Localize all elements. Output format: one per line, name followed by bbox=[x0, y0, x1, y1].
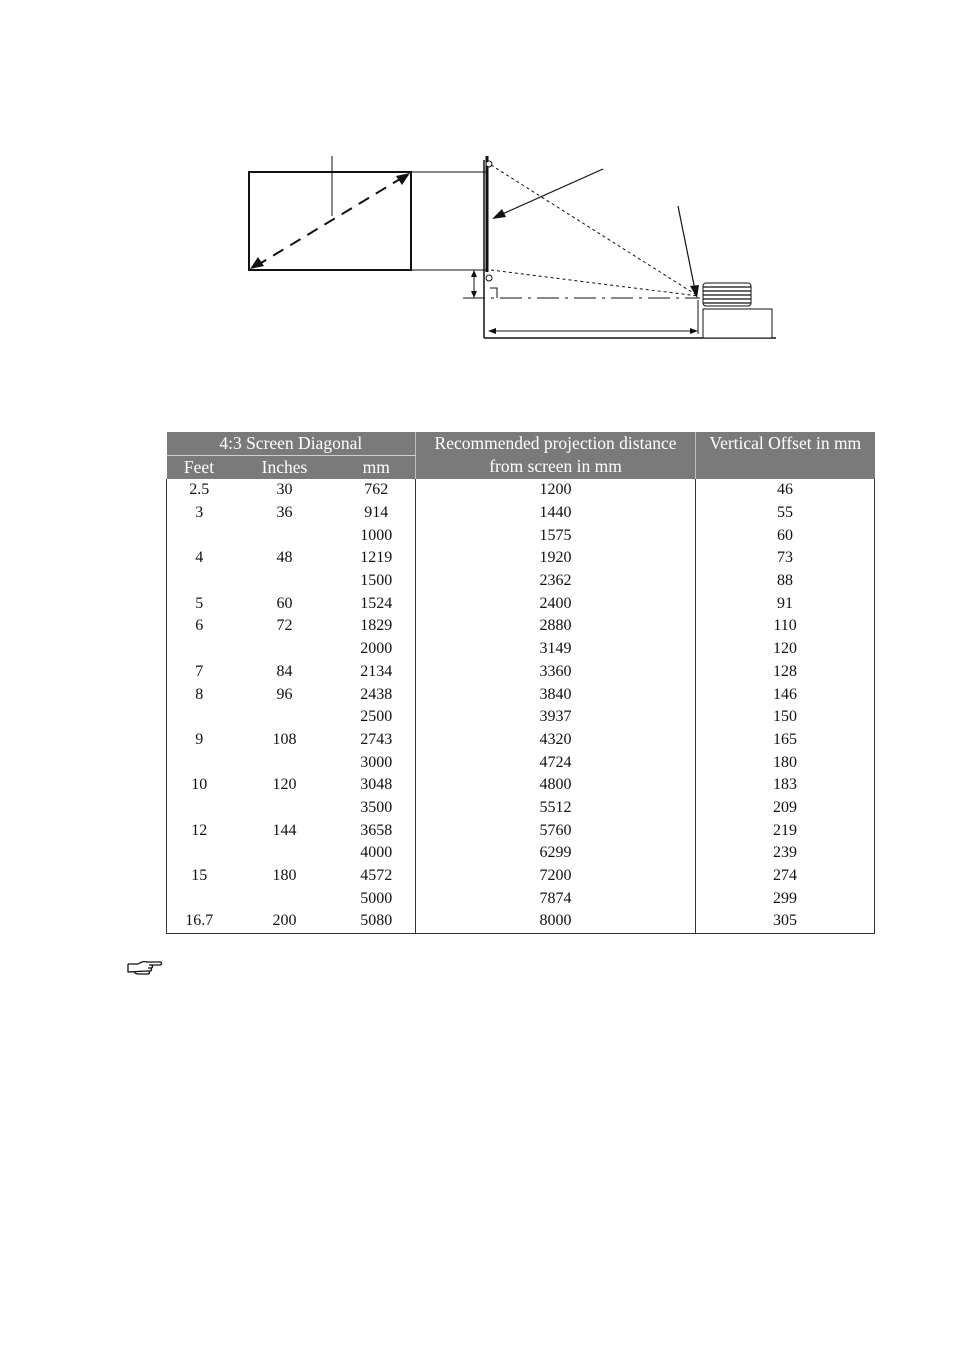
offset-header: Vertical Offset in mm bbox=[696, 432, 875, 479]
table-row bbox=[167, 683, 875, 706]
inches-cell: 30 bbox=[276, 481, 293, 499]
offset-cell: 209 bbox=[696, 797, 875, 820]
distance-cell: 5512 bbox=[416, 797, 696, 820]
offset-cell: 55 bbox=[696, 502, 875, 525]
table-row bbox=[167, 865, 875, 888]
screen-top-marker bbox=[486, 161, 492, 167]
mm-cell: 2500 bbox=[360, 708, 393, 726]
feet-cell: 7 bbox=[167, 661, 232, 684]
pointing-hand-icon bbox=[125, 958, 165, 982]
beam-upper bbox=[491, 165, 698, 296]
offset-cell: 180 bbox=[696, 751, 875, 774]
inches-cell: 108 bbox=[272, 730, 297, 748]
offset-cell: 239 bbox=[696, 842, 875, 865]
feet-cell: 4 bbox=[167, 547, 232, 570]
projector-icon bbox=[703, 283, 751, 306]
offset-cell: 120 bbox=[696, 638, 875, 661]
mm-cell: 2134 bbox=[360, 662, 393, 680]
distance-cell: 3360 bbox=[416, 661, 696, 684]
mm-cell: 914 bbox=[364, 504, 389, 522]
distance-cell: 1575 bbox=[416, 524, 696, 547]
inches-cell bbox=[232, 842, 338, 865]
feet-cell bbox=[167, 638, 232, 661]
feet-cell bbox=[167, 797, 232, 820]
inches-cell: 72 bbox=[276, 617, 293, 635]
offset-cell: 110 bbox=[696, 615, 875, 638]
mm-cell: 1829 bbox=[360, 617, 393, 635]
feet-cell bbox=[167, 706, 232, 729]
table-row bbox=[167, 887, 875, 910]
feet-cell: 15 bbox=[167, 865, 232, 888]
offset-cell: 88 bbox=[696, 570, 875, 593]
offset-cell: 46 bbox=[696, 479, 875, 502]
distance-cell: 6299 bbox=[416, 842, 696, 865]
distance-cell: 1440 bbox=[416, 502, 696, 525]
inches-cell: 96 bbox=[276, 685, 293, 703]
distance-cell: 7200 bbox=[416, 865, 696, 888]
feet-cell: 2.5 bbox=[167, 479, 232, 502]
inches-cell bbox=[232, 524, 338, 547]
mm-cell: 2000 bbox=[360, 640, 393, 658]
distance-cell: 8000 bbox=[416, 910, 696, 933]
feet-cell: 3 bbox=[167, 502, 232, 525]
table-row bbox=[167, 592, 875, 615]
feet-cell: 16.7 bbox=[167, 910, 232, 933]
mm-cell: 4000 bbox=[360, 844, 393, 862]
offset-cell: 150 bbox=[696, 706, 875, 729]
feet-cell bbox=[167, 842, 232, 865]
projector-stand bbox=[703, 309, 772, 338]
distance-cell: 4320 bbox=[416, 729, 696, 752]
mm-cell: 3658 bbox=[360, 821, 393, 839]
feet-header: Feet bbox=[167, 456, 232, 480]
mm-cell: 3000 bbox=[360, 753, 393, 771]
inches-cell: 36 bbox=[276, 504, 293, 522]
distance-arrowhead-right bbox=[690, 328, 698, 334]
offset-arrowhead-bottom bbox=[471, 291, 477, 298]
offset-cell: 299 bbox=[696, 887, 875, 910]
inches-cell: 120 bbox=[272, 776, 297, 794]
distance-cell: 5760 bbox=[416, 819, 696, 842]
offset-cell: 305 bbox=[696, 910, 875, 933]
table-row bbox=[167, 615, 875, 638]
inches-cell: 48 bbox=[276, 549, 293, 567]
distance-cell: 3840 bbox=[416, 683, 696, 706]
table-row bbox=[167, 797, 875, 820]
distance-cell: 4724 bbox=[416, 751, 696, 774]
mm-cell: 4572 bbox=[360, 867, 393, 885]
feet-cell: 5 bbox=[167, 592, 232, 615]
distance-header: Recommended projection distance from screen in mm bbox=[416, 432, 696, 479]
table-row bbox=[167, 479, 875, 502]
lens-callout-arrow bbox=[678, 206, 695, 290]
offset-cell: 274 bbox=[696, 865, 875, 888]
feet-cell: 10 bbox=[167, 774, 232, 797]
offset-cell: 219 bbox=[696, 819, 875, 842]
feet-cell bbox=[167, 570, 232, 593]
table-row bbox=[167, 819, 875, 842]
feet-cell: 6 bbox=[167, 615, 232, 638]
mm-cell: 1524 bbox=[360, 594, 393, 612]
table-row bbox=[167, 774, 875, 797]
distance-cell: 3149 bbox=[416, 638, 696, 661]
beam-lower bbox=[491, 270, 698, 296]
distance-cell: 3937 bbox=[416, 706, 696, 729]
mm-cell: 1500 bbox=[360, 572, 393, 590]
feet-cell: 9 bbox=[167, 729, 232, 752]
distance-cell: 2362 bbox=[416, 570, 696, 593]
mm-cell: 1219 bbox=[360, 549, 393, 567]
table-row bbox=[167, 570, 875, 593]
inches-cell bbox=[232, 638, 338, 661]
distance-cell: 2400 bbox=[416, 592, 696, 615]
inches-cell: 60 bbox=[276, 594, 293, 612]
distance-arrowhead-left bbox=[488, 328, 496, 334]
feet-cell bbox=[167, 751, 232, 774]
screen-diagonal-arrow bbox=[256, 176, 405, 266]
feet-cell bbox=[167, 887, 232, 910]
inches-cell bbox=[232, 570, 338, 593]
diagonal-arrowhead-top bbox=[396, 173, 410, 185]
projection-table bbox=[166, 432, 875, 934]
inches-cell: 200 bbox=[232, 910, 338, 933]
inches-cell bbox=[232, 706, 338, 729]
mm-cell: 3048 bbox=[360, 776, 393, 794]
mm-cell: 5080 bbox=[338, 910, 416, 933]
offset-cell: 183 bbox=[696, 774, 875, 797]
offset-cell: 73 bbox=[696, 547, 875, 570]
offset-cell: 91 bbox=[696, 592, 875, 615]
offset-cell: 128 bbox=[696, 661, 875, 684]
offset-cell: 60 bbox=[696, 524, 875, 547]
distance-cell: 2880 bbox=[416, 615, 696, 638]
inches-cell bbox=[232, 797, 338, 820]
mm-cell: 2743 bbox=[360, 730, 393, 748]
offset-cell: 165 bbox=[696, 729, 875, 752]
inches-header: Inches bbox=[232, 456, 338, 480]
feet-cell: 8 bbox=[167, 683, 232, 706]
table-row bbox=[167, 524, 875, 547]
table-row bbox=[167, 729, 875, 752]
table-row bbox=[167, 910, 875, 933]
mm-cell: 3500 bbox=[360, 798, 393, 816]
table-row bbox=[167, 706, 875, 729]
mm-header: mm bbox=[338, 456, 416, 480]
table-row bbox=[167, 751, 875, 774]
distance-cell: 1920 bbox=[416, 547, 696, 570]
table-row bbox=[167, 502, 875, 525]
offset-cell: 146 bbox=[696, 683, 875, 706]
screen-callout-arrow bbox=[498, 169, 603, 216]
screen-bottom-marker bbox=[486, 275, 492, 281]
distance-cell: 7874 bbox=[416, 887, 696, 910]
inches-cell: 180 bbox=[272, 867, 297, 885]
distance-cell: 4800 bbox=[416, 774, 696, 797]
inches-cell bbox=[232, 751, 338, 774]
screen-callout-arrowhead bbox=[492, 209, 506, 219]
diagonal-arrowhead-bottom bbox=[250, 257, 264, 269]
distance-cell: 1200 bbox=[416, 479, 696, 502]
mm-cell: 5000 bbox=[360, 889, 393, 907]
feet-cell bbox=[167, 524, 232, 547]
mm-cell: 2438 bbox=[360, 685, 393, 703]
mm-cell: 1000 bbox=[360, 526, 393, 544]
table-row bbox=[167, 547, 875, 570]
feet-cell: 12 bbox=[167, 819, 232, 842]
inches-cell: 84 bbox=[276, 662, 293, 680]
right-angle-marker bbox=[490, 288, 497, 298]
table-row bbox=[167, 842, 875, 865]
inches-cell: 144 bbox=[272, 821, 297, 839]
table-row bbox=[167, 638, 875, 661]
mm-cell: 762 bbox=[364, 481, 389, 499]
offset-arrowhead-top bbox=[471, 270, 477, 277]
projection-diagram bbox=[0, 0, 954, 400]
table-row bbox=[167, 661, 875, 684]
inches-cell bbox=[232, 887, 338, 910]
screen-diagonal-header: 4:3 Screen Diagonal bbox=[167, 432, 416, 456]
